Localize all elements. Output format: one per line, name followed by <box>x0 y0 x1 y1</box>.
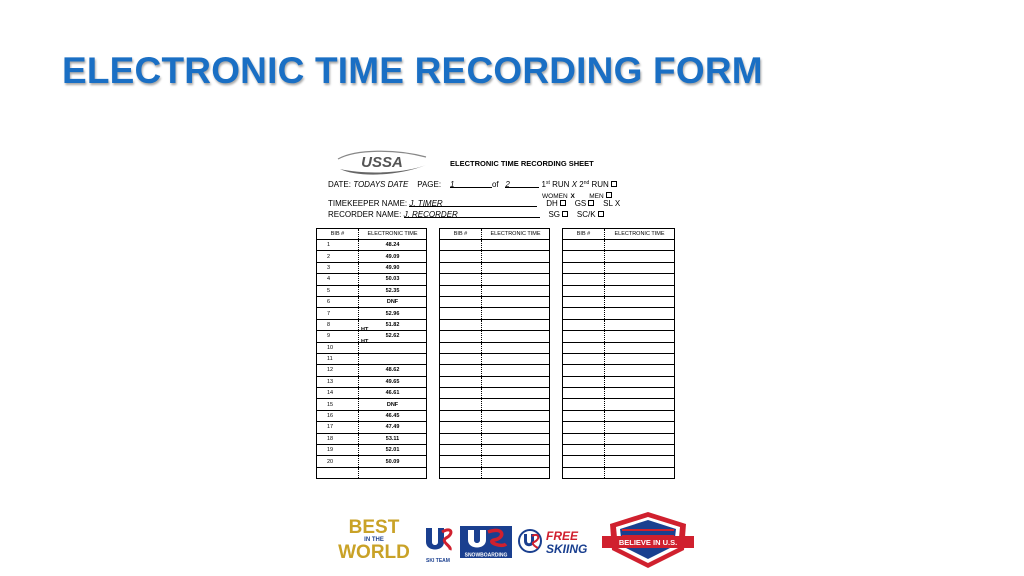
bib-cell[interactable] <box>440 274 482 285</box>
table-row <box>563 456 675 467</box>
table-row <box>317 445 427 456</box>
table-row <box>563 285 675 296</box>
table-row <box>563 274 675 285</box>
men-checkbox[interactable] <box>606 192 612 198</box>
table-row <box>317 342 427 353</box>
bib-cell[interactable] <box>563 467 605 478</box>
recorder-line <box>328 210 604 219</box>
table-row <box>563 422 675 433</box>
table-row <box>440 376 550 387</box>
time-cell[interactable]: 49.65 <box>359 376 427 387</box>
bib-cell[interactable] <box>563 410 605 421</box>
table-row <box>440 399 550 410</box>
time-cell[interactable] <box>482 353 550 364</box>
bib-cell[interactable] <box>563 342 605 353</box>
time-cell[interactable] <box>605 456 675 467</box>
table-row <box>317 456 427 467</box>
time-cell[interactable]: 50.09 <box>359 456 427 467</box>
time-recording-sheet <box>316 140 678 485</box>
times-table-1 <box>316 228 427 479</box>
table-row <box>440 467 550 478</box>
sg-label: SG <box>548 210 561 219</box>
bib-cell[interactable] <box>440 388 482 399</box>
table-row <box>563 433 675 444</box>
time-cell[interactable] <box>605 319 675 330</box>
ussa-logo <box>336 147 428 177</box>
time-cell[interactable]: 48.62 <box>359 365 427 376</box>
believe-in-us-logo <box>602 510 694 570</box>
sck-label: SC/K <box>576 210 596 219</box>
table-row <box>563 331 675 342</box>
recorder-label: RECORDER NAME: <box>328 210 402 219</box>
time-cell[interactable]: 46.45 <box>359 410 427 421</box>
bib-cell[interactable] <box>317 467 359 478</box>
time-cell[interactable] <box>605 262 675 273</box>
us-ski-team-logo <box>422 524 454 566</box>
run1-label: 1st RUN <box>541 180 570 189</box>
snowboarding-text: SNOWBOARDING <box>464 552 508 558</box>
table-row <box>440 251 550 262</box>
time-cell[interactable] <box>482 388 550 399</box>
bib-cell[interactable] <box>563 376 605 387</box>
bib-cell[interactable] <box>563 399 605 410</box>
table-row <box>317 251 427 262</box>
bib-cell[interactable] <box>440 331 482 342</box>
timekeeper-label: TIMEKEEPER NAME: <box>328 199 408 208</box>
table-row <box>440 285 550 296</box>
bib-cell[interactable] <box>440 376 482 387</box>
believe-text: BELIEVE IN U.S. <box>618 538 678 547</box>
sheet-heading: ELECTRONIC TIME RECORDING SHEET <box>450 159 594 168</box>
table-row <box>317 285 427 296</box>
time-cell[interactable] <box>482 410 550 421</box>
sponsor-logos <box>330 510 700 572</box>
time-cell[interactable] <box>359 353 427 364</box>
bib-cell[interactable]: 8 <box>317 319 359 330</box>
table-row <box>317 331 427 342</box>
bib-cell[interactable]: 6 <box>317 296 359 307</box>
table-row <box>440 342 550 353</box>
time-cell[interactable] <box>482 365 550 376</box>
women-label: WOMEN <box>542 193 568 200</box>
table-row <box>563 467 675 478</box>
time-cell[interactable] <box>605 467 675 478</box>
time-cell[interactable] <box>605 274 675 285</box>
times-table-2 <box>439 228 550 479</box>
bib-cell[interactable] <box>563 319 605 330</box>
bib-cell[interactable] <box>440 365 482 376</box>
time-cell[interactable] <box>605 376 675 387</box>
table-row <box>317 319 427 330</box>
table-row <box>440 456 550 467</box>
col-time-header: ELECTRONIC TIME <box>605 229 675 240</box>
bib-cell[interactable]: 20 <box>317 456 359 467</box>
of-value[interactable]: 2 <box>505 180 510 189</box>
bib-cell[interactable] <box>440 353 482 364</box>
time-cell[interactable] <box>605 365 675 376</box>
time-cell[interactable] <box>482 319 550 330</box>
table-row <box>317 262 427 273</box>
time-cell[interactable] <box>605 251 675 262</box>
table-row <box>317 353 427 364</box>
table-row <box>563 353 675 364</box>
time-cell[interactable] <box>605 342 675 353</box>
bib-cell[interactable] <box>440 445 482 456</box>
bib-cell[interactable]: 14 <box>317 388 359 399</box>
time-cell[interactable]: DNF <box>359 296 427 307</box>
table-row <box>317 467 427 478</box>
us-freeskiing-logo <box>518 526 596 558</box>
bib-cell[interactable]: 5 <box>317 285 359 296</box>
table-row <box>440 445 550 456</box>
bib-cell[interactable]: 15 <box>317 399 359 410</box>
bib-cell[interactable] <box>563 296 605 307</box>
date-value[interactable]: TODAYS DATE <box>353 180 409 189</box>
time-cell[interactable] <box>482 445 550 456</box>
run2-checkbox[interactable] <box>611 181 617 187</box>
table-row <box>440 296 550 307</box>
time-cell[interactable] <box>482 251 550 262</box>
table-row <box>563 262 675 273</box>
col-bib-header: BIB # <box>563 229 605 240</box>
dh-checkbox[interactable] <box>560 200 566 206</box>
table-row <box>440 353 550 364</box>
time-cell[interactable] <box>482 433 550 444</box>
time-cell[interactable] <box>605 399 675 410</box>
time-cell[interactable] <box>482 422 550 433</box>
hold-time-note: HT <box>361 338 369 345</box>
col-bib-header: BIB # <box>317 229 359 240</box>
bib-cell[interactable] <box>440 410 482 421</box>
bib-cell[interactable]: 17 <box>317 422 359 433</box>
bib-cell[interactable] <box>440 319 482 330</box>
table-row <box>563 365 675 376</box>
bib-cell[interactable] <box>563 308 605 319</box>
bib-cell[interactable] <box>440 296 482 307</box>
sg-checkbox[interactable] <box>562 211 568 217</box>
time-cell[interactable] <box>605 410 675 421</box>
time-cell[interactable]: 46.61 <box>359 388 427 399</box>
run1-mark[interactable]: X <box>571 180 578 189</box>
table-row <box>563 376 675 387</box>
table-row <box>440 433 550 444</box>
recorder-value[interactable]: J. RECORDER <box>403 210 458 219</box>
time-cell[interactable] <box>605 240 675 251</box>
time-cell[interactable] <box>605 433 675 444</box>
bib-cell[interactable]: 9 <box>317 331 359 342</box>
col-time-header: ELECTRONIC TIME <box>482 229 550 240</box>
bib-cell[interactable] <box>563 262 605 273</box>
time-cell[interactable] <box>482 376 550 387</box>
col-bib-header: BIB # <box>440 229 482 240</box>
table-row <box>440 308 550 319</box>
bib-cell[interactable] <box>563 251 605 262</box>
table-row <box>440 319 550 330</box>
bib-cell[interactable]: 3 <box>317 262 359 273</box>
bib-cell[interactable]: 4 <box>317 274 359 285</box>
bib-cell[interactable]: 13 <box>317 376 359 387</box>
bib-cell[interactable] <box>440 467 482 478</box>
time-cell[interactable] <box>482 296 550 307</box>
time-cell[interactable] <box>605 388 675 399</box>
table-row <box>563 342 675 353</box>
page-label: PAGE: <box>417 180 442 189</box>
timekeeper-line <box>328 199 620 208</box>
table-row <box>440 262 550 273</box>
bib-cell[interactable]: 1 <box>317 240 359 251</box>
bib-cell[interactable] <box>440 285 482 296</box>
run2-label: 2nd RUN <box>579 180 609 189</box>
bib-cell[interactable]: 12 <box>317 365 359 376</box>
time-cell[interactable]: DNF <box>359 399 427 410</box>
us-snowboarding-logo <box>460 526 512 558</box>
time-cell[interactable] <box>359 467 427 478</box>
bib-cell[interactable]: 7 <box>317 308 359 319</box>
bib-cell[interactable] <box>563 353 605 364</box>
time-cell[interactable] <box>605 308 675 319</box>
bib-cell[interactable] <box>563 422 605 433</box>
table-row <box>440 422 550 433</box>
bib-cell[interactable] <box>563 365 605 376</box>
bib-cell[interactable] <box>563 456 605 467</box>
date-page-run-line <box>328 180 617 189</box>
table-row <box>563 410 675 421</box>
time-cell[interactable]: 49.09 <box>359 251 427 262</box>
time-cell[interactable] <box>482 262 550 273</box>
bib-cell[interactable] <box>440 433 482 444</box>
bib-cell[interactable] <box>440 456 482 467</box>
timekeeper-value[interactable]: J. TIMER <box>409 199 443 208</box>
time-cell[interactable]: 51.82 <box>359 319 427 330</box>
table-row <box>563 296 675 307</box>
table-row <box>563 319 675 330</box>
bib-cell[interactable]: 19 <box>317 445 359 456</box>
sl-mark[interactable]: X <box>614 199 621 208</box>
bib-cell[interactable] <box>440 262 482 273</box>
time-cell[interactable] <box>359 338 427 353</box>
bib-cell[interactable]: 10 <box>317 342 359 353</box>
time-cell[interactable] <box>482 399 550 410</box>
time-cell[interactable] <box>482 308 550 319</box>
table-row <box>563 308 675 319</box>
slide-title: ELECTRONIC TIME RECORDING FORM <box>62 50 763 91</box>
time-cell[interactable] <box>605 331 675 342</box>
table-row <box>317 365 427 376</box>
ussa-logo-text: USSA <box>361 154 403 171</box>
table-row <box>563 251 675 262</box>
table-row <box>317 376 427 387</box>
table-row <box>440 240 550 251</box>
bib-cell[interactable] <box>440 251 482 262</box>
bib-cell[interactable] <box>440 399 482 410</box>
table-row <box>563 445 675 456</box>
time-cell[interactable] <box>482 285 550 296</box>
bib-cell[interactable] <box>563 331 605 342</box>
table-row <box>440 388 550 399</box>
bib-cell[interactable] <box>563 274 605 285</box>
freeskiing-line2: SKIING <box>546 542 588 556</box>
table-row <box>563 399 675 410</box>
table-row <box>440 331 550 342</box>
bib-cell[interactable] <box>440 240 482 251</box>
sl-label: SL <box>603 199 613 208</box>
sck-checkbox[interactable] <box>598 211 604 217</box>
time-cell[interactable]: 47.49 <box>359 422 427 433</box>
time-cell[interactable]: 48.24 <box>359 240 427 251</box>
time-cell[interactable] <box>359 327 427 342</box>
table-row <box>317 388 427 399</box>
table-row <box>317 296 427 307</box>
table-row <box>317 399 427 410</box>
time-cell[interactable] <box>482 240 550 251</box>
times-table-3 <box>562 228 675 479</box>
bib-cell[interactable]: 2 <box>317 251 359 262</box>
bib-cell[interactable] <box>563 445 605 456</box>
time-cell[interactable] <box>605 445 675 456</box>
bib-cell[interactable] <box>563 240 605 251</box>
bib-cell[interactable] <box>563 388 605 399</box>
time-cell[interactable]: 52.96 <box>359 308 427 319</box>
time-cell[interactable]: 52.35 <box>359 285 427 296</box>
bib-cell[interactable]: 16 <box>317 410 359 421</box>
time-cell[interactable] <box>482 274 550 285</box>
hold-time-note: HT <box>361 327 369 334</box>
table-row <box>563 240 675 251</box>
time-cell[interactable]: 53.11 <box>359 433 427 444</box>
bib-cell[interactable] <box>563 433 605 444</box>
page-value[interactable]: 1 <box>449 180 455 189</box>
time-cell[interactable] <box>482 456 550 467</box>
time-cell[interactable] <box>482 342 550 353</box>
gs-checkbox[interactable] <box>588 200 594 206</box>
gs-label: GS <box>574 199 587 208</box>
time-cell[interactable]: 52.01 <box>359 445 427 456</box>
time-value: 52.62 <box>385 333 400 340</box>
bib-cell[interactable] <box>440 422 482 433</box>
dh-label: DH <box>546 199 558 208</box>
women-mark[interactable]: X <box>570 193 575 200</box>
table-row <box>317 410 427 421</box>
bib-cell[interactable] <box>563 285 605 296</box>
of-label: of <box>491 180 499 189</box>
table-row <box>317 422 427 433</box>
bib-cell[interactable]: 11 <box>317 353 359 364</box>
table-row <box>317 308 427 319</box>
date-label: DATE: <box>328 180 351 189</box>
ski-team-text: SKI TEAM <box>426 558 450 564</box>
table-row <box>317 433 427 444</box>
time-cell[interactable]: 50.03 <box>359 274 427 285</box>
table-row <box>317 240 427 251</box>
table-row <box>317 274 427 285</box>
bib-cell[interactable]: 18 <box>317 433 359 444</box>
table-row <box>440 274 550 285</box>
table-row <box>440 410 550 421</box>
time-cell[interactable] <box>605 422 675 433</box>
time-cell[interactable] <box>482 467 550 478</box>
table-row <box>440 365 550 376</box>
bib-cell[interactable] <box>440 308 482 319</box>
men-label: MEN <box>589 193 604 200</box>
time-cell[interactable] <box>605 296 675 307</box>
time-cell[interactable]: 49.90 <box>359 262 427 273</box>
best-in-the-world-logo: BEST IN THE WORLD <box>338 517 410 563</box>
col-time-header: ELECTRONIC TIME <box>359 229 427 240</box>
bib-cell[interactable] <box>440 342 482 353</box>
table-row <box>563 388 675 399</box>
time-cell[interactable] <box>605 353 675 364</box>
freeskiing-line1: FREE <box>546 529 579 543</box>
time-cell[interactable] <box>482 331 550 342</box>
time-cell[interactable] <box>605 285 675 296</box>
